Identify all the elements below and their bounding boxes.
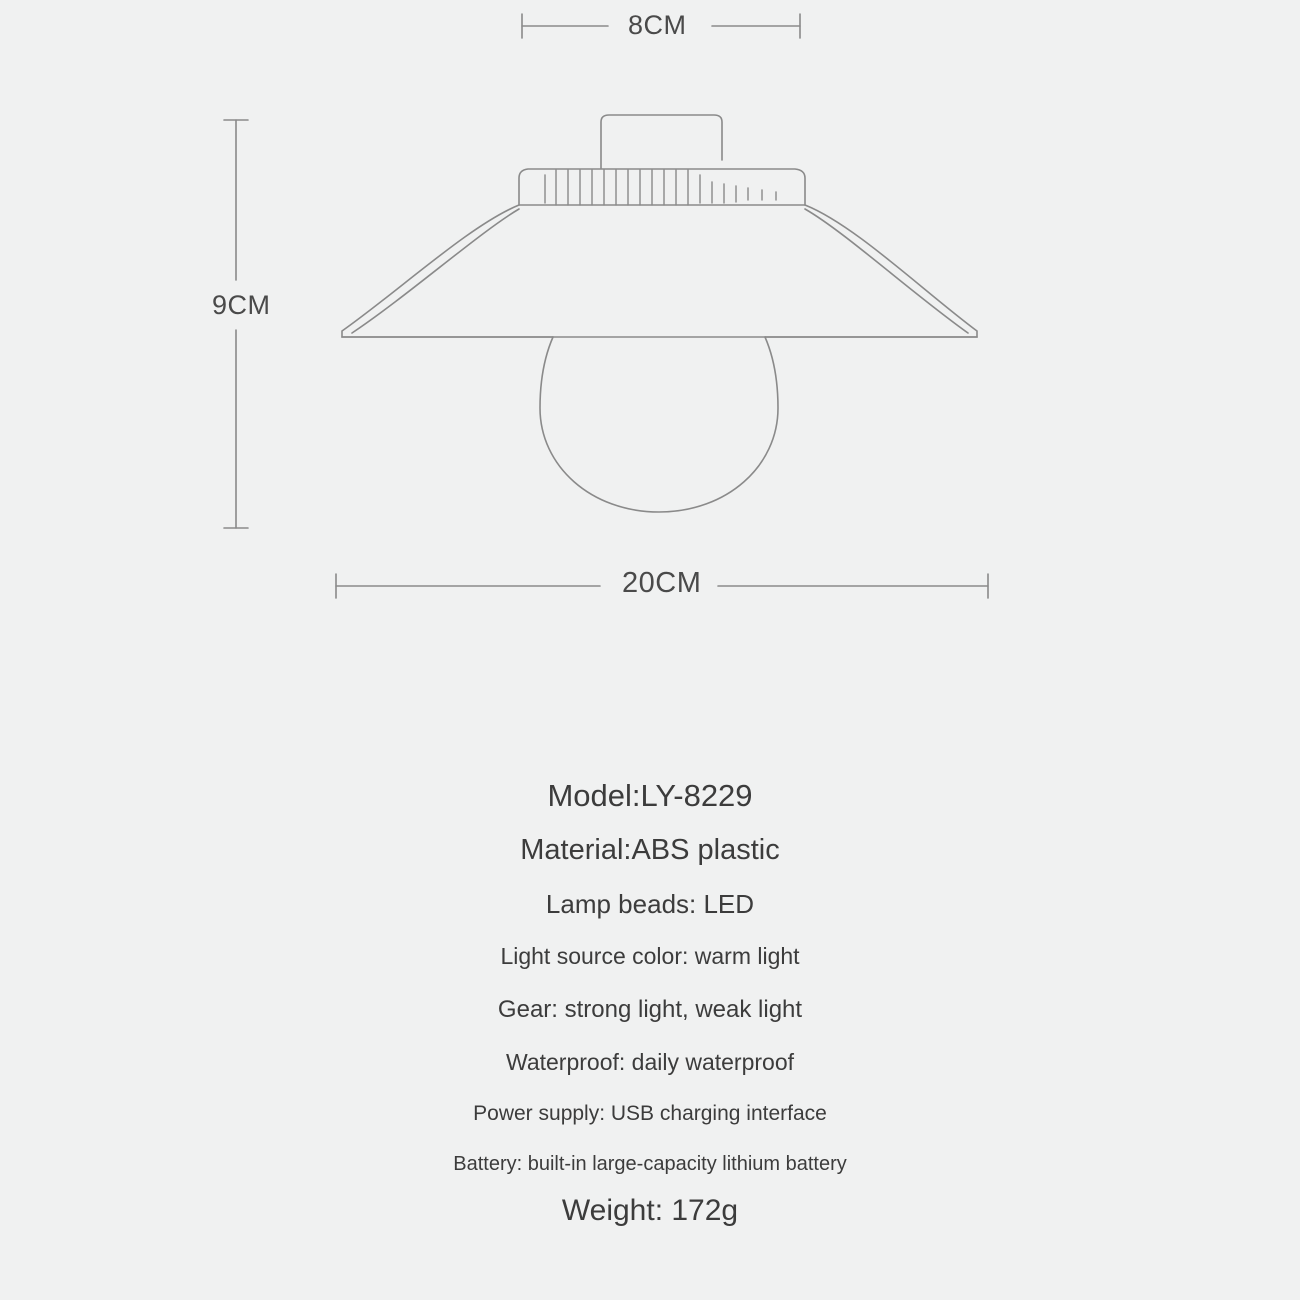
- lantern-handle: [601, 115, 722, 168]
- spec-power-supply: Power supply: USB charging interface: [473, 1102, 827, 1125]
- dimension-line-left: [224, 120, 248, 528]
- specification-list: [0, 780, 1300, 1226]
- spec-light-source-color: Light source color: warm light: [500, 943, 800, 969]
- spec-model: Model:LY-8229: [547, 778, 753, 813]
- dimension-line-bottom: [336, 574, 988, 598]
- dimension-label-top: 8CM: [628, 10, 687, 40]
- dimension-line-top: [522, 14, 800, 38]
- spec-lamp-beads: Lamp beads: LED: [545, 889, 755, 919]
- spec-battery: Battery: built-in large-capacity lithium battery: [453, 1153, 847, 1175]
- spec-gear: Gear: strong light, weak light: [497, 996, 803, 1023]
- dimension-label-bottom: 20CM: [622, 567, 702, 599]
- spec-material: Material:ABS plastic: [520, 834, 780, 866]
- spec-weight: Weight: 172g: [561, 1194, 739, 1227]
- lantern-vent-fins: [545, 170, 776, 205]
- lantern-shade: [342, 205, 977, 337]
- dimension-label-left: 9CM: [212, 290, 271, 320]
- spec-waterproof: Waterproof: daily waterproof: [505, 1049, 795, 1075]
- lantern-bulb-globe: [540, 337, 778, 512]
